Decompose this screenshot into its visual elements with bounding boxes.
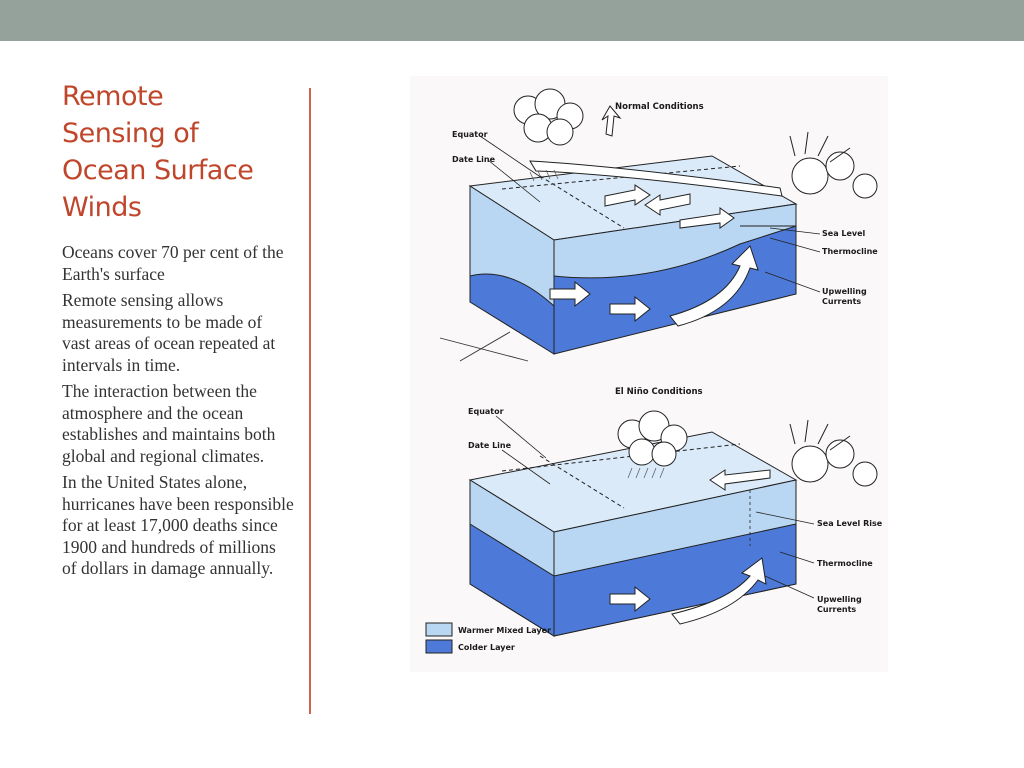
- legend-warm-label: Warmer Mixed Layer: [458, 626, 552, 635]
- normal-equator-label: Equator: [452, 130, 488, 139]
- legend-cold-label: Colder Layer: [458, 643, 515, 652]
- top-bar: [0, 0, 1024, 41]
- upwelling-line-2: Currents: [817, 605, 857, 614]
- elnino-thermocline-label: Thermocline: [817, 559, 873, 568]
- normal-sealevel-label: Sea Level: [822, 229, 866, 238]
- upwelling-line-1: Upwelling: [822, 287, 867, 296]
- legend-cold-swatch: [426, 640, 452, 653]
- elnino-sealevelrise-label: Sea Level Rise: [817, 519, 883, 528]
- elnino-equator-label: Equator: [468, 407, 504, 416]
- elnino-dateline-label: Date Line: [468, 441, 512, 450]
- bullet-item: In the United States alone, hurricanes have been responsible for at least 17,000 deaths since 1900 and hundreds of millions of dollars in damage annually.: [62, 472, 294, 578]
- legend-warm-swatch: [426, 623, 452, 636]
- bullet-item: The interaction between the atmosphere and the ocean establishes and maintains both global and regional climates.: [62, 381, 276, 466]
- vertical-divider: [309, 88, 311, 714]
- enso-diagram: [410, 76, 888, 672]
- normal-thermocline-label: Thermocline: [822, 247, 878, 256]
- normal-heading: Normal Conditions: [615, 102, 704, 112]
- elnino-heading: El Niño Conditions: [615, 387, 703, 397]
- normal-dateline-label: Date Line: [452, 155, 496, 164]
- slide-title: Remote Sensing of Ocean Surface Winds: [62, 81, 254, 223]
- upwelling-line-2: Currents: [822, 297, 862, 306]
- bullet-list: [62, 242, 294, 585]
- bullet-item: Oceans cover 70 per cent of the Earth's surface: [62, 242, 284, 284]
- bullet-item: Remote sensing allows measurements to be made of vast areas of ocean repeated at intervals in time.: [62, 290, 276, 375]
- upwelling-line-1: Upwelling: [817, 595, 862, 604]
